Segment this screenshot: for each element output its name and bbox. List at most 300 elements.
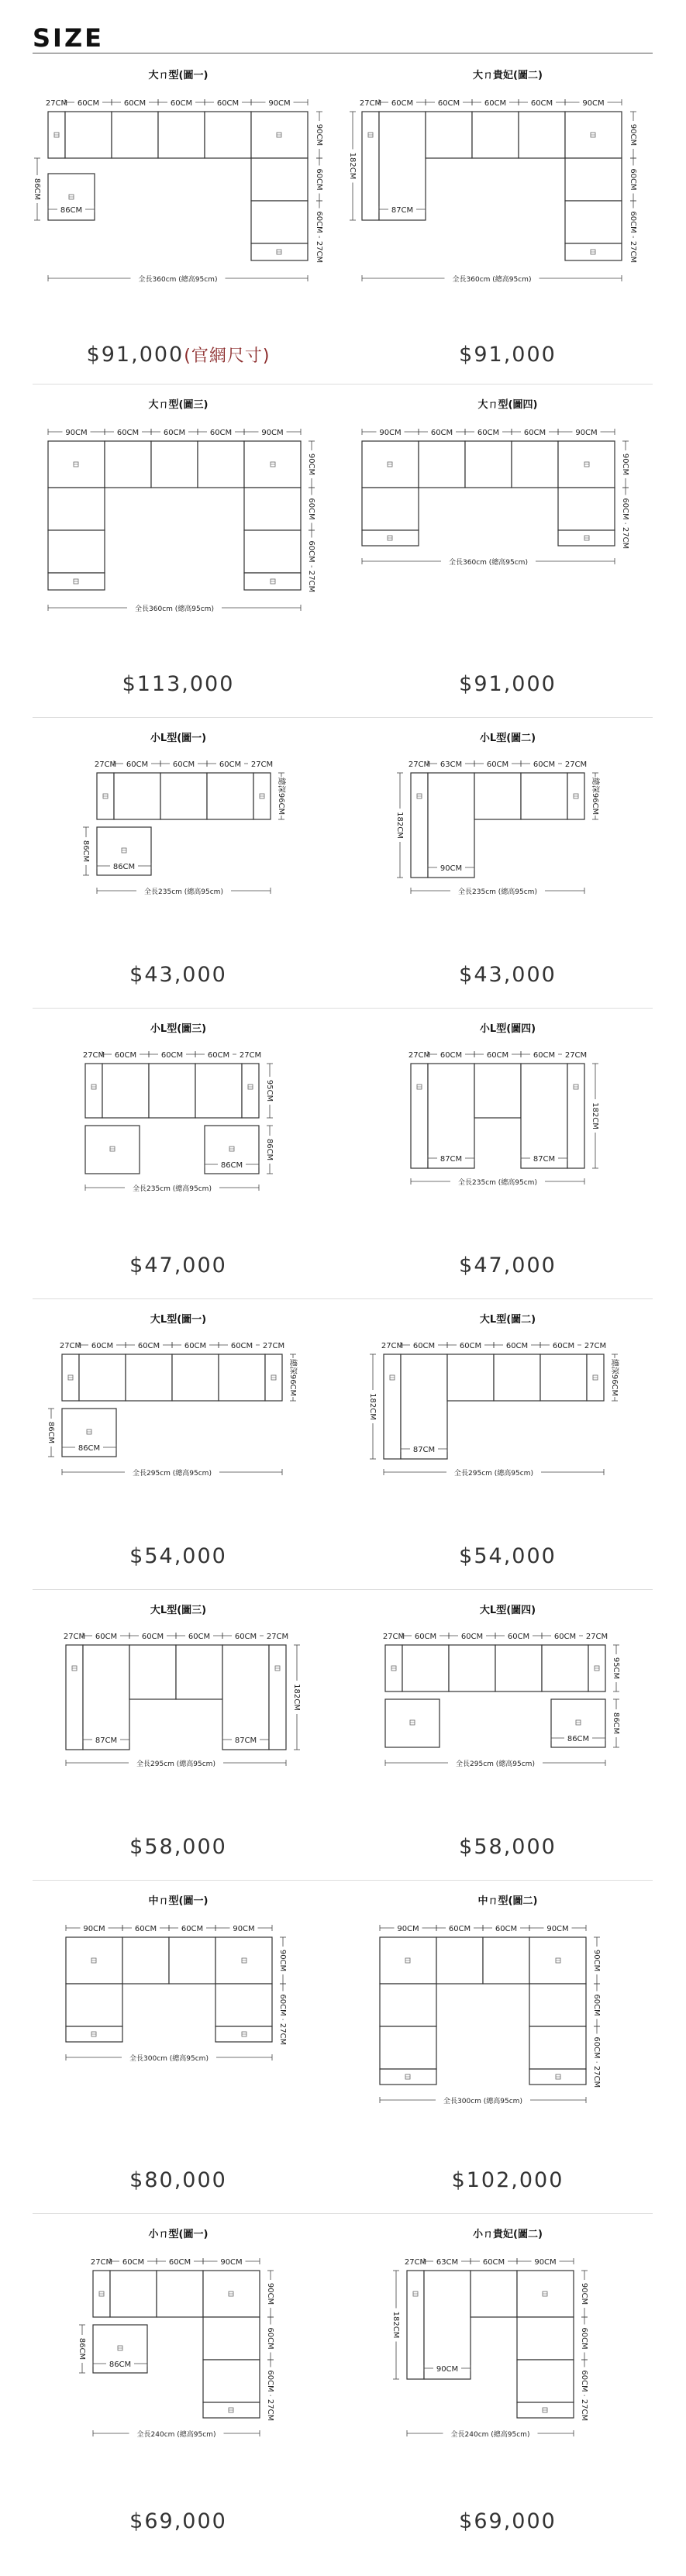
price [16,343,341,367]
page-title: SIZE [33,23,105,53]
dimension-label: 86CM [220,1161,243,1170]
dimension-label: 總深96CM [591,777,599,816]
dimension-horizontal [207,759,253,769]
dimension-label: 27CM [584,1342,607,1350]
section-divider [33,384,653,385]
dimension-horizontal [158,98,205,108]
dimension-horizontal [471,2257,517,2267]
dimension-vertical [580,2396,589,2424]
sofa-module [160,773,207,819]
price [345,672,670,696]
dimension-horizontal [472,98,519,108]
dimension-label: 90CM [621,453,629,476]
dimension-label: 27CM [59,1342,82,1350]
dimension-label: 86CM [60,206,83,215]
dimension-label: 90CM [582,99,605,108]
dimension-label: 60CM [621,498,629,520]
total-length-line [85,1183,259,1193]
dimension-horizontal [110,2257,157,2267]
section-divider [33,1298,653,1299]
chaise-module [379,112,426,220]
dimension-label: 60CM [188,1633,211,1641]
dimension-label: 87CM [95,1736,118,1745]
layout-card-right [345,1888,670,2213]
sofa-module [251,201,308,243]
dimension-label: 總深96CM [277,777,285,816]
dimension-horizontal [428,759,474,769]
total-length-label: 全長240cm (總高95cm) [450,2431,530,2439]
dimension-label: 60CM [448,1925,471,1933]
dimension-label: 60CM [123,99,147,108]
dimension-label: 27CM [564,1051,588,1060]
sofa-layout-diagram [16,1325,341,1538]
total-length-line [48,274,308,284]
dimension-label: 90CM [315,123,323,147]
dimension-label: 90CM [592,1949,601,1972]
total-length-label: 全長240cm (總高95cm) [136,2431,216,2439]
dimension-vertical [277,773,287,819]
chaise-module [222,1645,269,1750]
dimension-horizontal [157,2257,203,2267]
sofa-layout-diagram [16,81,341,336]
sofa-module [207,773,253,819]
dimension-label: 27CM [278,2023,287,2046]
price-value: $69,000 [129,2509,227,2533]
price [345,343,670,367]
dimension-vertical [265,1126,274,1174]
dimension-label: 60CM [412,1342,436,1350]
dimension-vertical [315,201,324,243]
armrest [85,1064,102,1118]
price [345,963,670,987]
sofa-module [380,1984,436,2026]
total-length-line [407,2429,574,2439]
layout-title: 小L型(圖四) [479,1023,536,1035]
dimension-vertical [315,158,324,201]
armrest [362,112,379,220]
dimension-horizontal [402,2257,429,2267]
layout-title: 中ㄇ型(圖一) [148,1895,209,1907]
dimension-label: 63CM [440,760,463,769]
dimension-vertical [266,2271,275,2317]
dimension-label: 60CM [170,99,193,108]
price-value: $91,000 [459,672,557,696]
sofa-layout-diagram [345,410,670,666]
dimension-horizontal [494,1340,540,1350]
dimension-vertical [629,112,638,158]
dimension-label: 27CM [45,99,68,108]
total-length-line [362,557,615,567]
price [16,963,341,987]
dimension-label: 60CM [307,540,315,563]
total-length-label: 全長295cm (總高95cm) [136,1760,215,1768]
sofa-module [495,1645,542,1691]
dimension-horizontal [88,2257,115,2267]
dimension-horizontal [512,427,558,437]
total-length-line [48,603,301,613]
dimension-vertical [307,530,316,573]
dimension-vertical [315,112,324,158]
sofa-layout-diagram [345,1325,670,1538]
price-value: $102,000 [451,2168,564,2192]
sofa-module [419,441,465,488]
dimension-label: 60CM [414,1633,437,1641]
layout-title: 大L型(圖一) [150,1314,207,1326]
dimension-vertical [580,2271,589,2317]
total-length-line [362,274,622,284]
dimension-label: 60CM [172,760,195,769]
sofa-module [426,112,472,158]
sofa-layout-diagram [345,2240,670,2503]
dimension-label: 總深96CM [610,1358,619,1397]
sofa-module [129,1645,176,1699]
dimension-horizontal [169,1923,215,1933]
dimension-vertical [288,1354,298,1401]
dimension-vertical [33,158,42,220]
dimension-horizontal [260,1340,288,1350]
dimension-label: 60CM [163,429,186,437]
price [16,1254,341,1278]
dimension-vertical [315,238,324,266]
sofa-module [402,1645,449,1691]
dimension-vertical [307,488,316,530]
layout-card-right [345,725,670,1008]
layout-card-right [345,1306,670,1589]
dimension-label: 90CM [233,1925,255,1933]
dimension-horizontal [424,2257,471,2267]
dimension-label: 90CM [440,864,463,873]
layout-title: 大L型(圖四) [479,1605,536,1616]
total-length-label: 全長300cm (總高95cm) [129,2055,209,2063]
dimension-horizontal [102,1050,149,1060]
sofa-layout-diagram [16,410,341,666]
dimension-horizontal [79,1340,126,1350]
ottoman [85,1126,140,1174]
layout-card-right [345,1016,670,1298]
dimension-horizontal [43,98,71,108]
armrest [567,1064,584,1168]
dimension-horizontal [521,1050,567,1060]
layout-title: 小L型(圖三) [150,1023,207,1035]
dimension-vertical [592,2063,602,2091]
sofa-module [558,488,615,530]
dimension-label: 27CM [564,760,588,769]
dimension-label: 60CM [580,2370,588,2392]
price [345,1544,670,1568]
dimension-label: 60CM [219,760,242,769]
dimension-label: 86CM [81,840,90,863]
dimension-label: 86CM [265,1138,274,1161]
sofa-module [362,488,419,530]
dimension-horizontal [380,1923,436,1933]
sofa-module [48,488,105,530]
dimension-label: 60CM [209,429,233,437]
sofa-module [542,1645,588,1691]
total-length-label: 全長235cm (總高95cm) [133,1185,212,1193]
dimension-horizontal [419,427,465,437]
sofa-module [251,158,308,201]
dimension-horizontal [126,1340,172,1350]
dimension-label: 60CM [459,1342,482,1350]
dimension-label: 60CM [168,2258,191,2267]
total-length-label: 全長235cm (總高95cm) [144,888,223,896]
dimension-label: 182CM [348,152,357,180]
dimension-label: 86CM [112,863,136,871]
sofa-module [102,1064,149,1118]
price-value: $80,000 [129,2168,227,2192]
layout-title: 大L型(圖二) [479,1314,536,1326]
dimension-label: 86CM [47,1421,55,1444]
total-length-label: 全長295cm (總高95cm) [133,1470,212,1478]
price-value: $113,000 [122,672,235,696]
dimension-vertical [278,1984,288,2026]
total-length-label: 全長235cm (總高95cm) [458,1179,537,1187]
dimension-label: 90CM [546,1925,569,1933]
total-length-line [384,1467,604,1478]
armrest [242,1064,259,1118]
dimension-horizontal [519,98,565,108]
dimension-horizontal [581,1340,609,1350]
layout-card-left [16,1597,341,1880]
dimension-label: 60CM [184,1342,207,1350]
sofa-module [472,112,519,158]
sofa-module [114,773,160,819]
armrest [407,2271,424,2379]
dimension-horizontal [251,98,308,108]
dimension-label: 60CM [486,760,509,769]
dimension-label: 60CM [141,1633,164,1641]
sofa-layout-diagram [16,1616,341,1829]
section-divider [33,1008,653,1009]
armrest [411,773,428,878]
chaise-module [521,1064,567,1168]
dimension-label: 60CM [533,1051,556,1060]
dimension-label: 60CM [126,760,149,769]
dimension-vertical [612,1699,621,1747]
price-note: (官網尺寸) [184,347,271,366]
sofa-module [436,1937,483,1984]
sofa-module [521,773,567,819]
sofa-module [195,1064,242,1118]
dimension-vertical [266,2360,275,2402]
dimension-horizontal [562,759,590,769]
dimension-horizontal [447,1340,494,1350]
total-length-label: 全長300cm (總高95cm) [443,2098,522,2105]
dimension-label: 90CM [436,2365,459,2374]
dimension-label: 60CM [629,211,637,233]
dimension-label: 86CM [109,2360,132,2369]
dimension-horizontal [405,759,433,769]
price [345,1254,670,1278]
sofa-module [203,2360,260,2402]
dimension-vertical [292,1645,302,1750]
total-length-line [385,1758,605,1768]
dimension-label: 27CM [250,760,274,769]
layout-title: 大L型(圖三) [150,1605,207,1616]
price-value: $58,000 [459,1835,557,1859]
sofa-module [158,112,205,158]
dimension-horizontal [114,759,160,769]
sofa-module [79,1354,126,1401]
dimension-horizontal [474,1050,521,1060]
layout-card-left [16,2221,341,2554]
dimension-horizontal [474,759,521,769]
dimension-vertical [610,1354,620,1401]
dimension-vertical [592,2026,602,2069]
dimension-label: 90CM [261,429,284,437]
price [16,2509,341,2533]
dimension-horizontal [215,1923,272,1933]
dimension-label: 27CM [63,1633,86,1641]
dimension-vertical [591,1064,600,1168]
dimension-label: 60CM [592,2036,601,2059]
dimension-label: 60CM [116,429,140,437]
total-length-label: 全長295cm (總高95cm) [454,1470,533,1478]
sofa-module [471,2271,517,2317]
sofa-module [380,2026,436,2069]
dimension-label: 27CM [621,526,629,550]
dimension-label: 86CM [78,1444,101,1453]
dimension-horizontal [583,1631,611,1641]
dimension-label: 60CM [230,1342,253,1350]
price [345,2509,670,2533]
dimension-vertical [307,441,316,488]
dimension-label: 60CM [482,2258,505,2267]
dimension-label: 90CM [307,453,315,476]
dimension-label: 63CM [436,2258,459,2267]
dimension-horizontal [57,1340,84,1350]
sofa-module [219,1354,265,1401]
dimension-horizontal [357,98,384,108]
sofa-module [122,1937,169,1984]
dimension-horizontal [112,98,158,108]
sofa-module [529,1984,586,2026]
price [16,2168,341,2192]
dimension-label: 60CM [134,1925,157,1933]
dimension-label: 90CM [266,2282,274,2305]
dimension-label: 87CM [234,1736,257,1745]
dimension-horizontal [160,759,207,769]
sofa-module [172,1354,219,1401]
dimension-label: 182CM [368,1393,377,1420]
dimension-horizontal [402,1631,449,1641]
dimension-label: 60CM [530,99,553,108]
dimension-label: 27CM [382,1633,405,1641]
price-value: $43,000 [129,963,227,987]
dimension-vertical [580,2360,589,2402]
sofa-module [205,112,251,158]
sofa-layout-diagram [345,1616,670,1829]
dimension-horizontal [203,2257,260,2267]
section-divider [33,1589,653,1590]
dimension-horizontal [219,1340,265,1350]
dimension-label: 60CM [315,168,323,191]
dimension-label: 27CM [359,99,382,108]
dimension-vertical [81,827,91,875]
dimension-label: 27CM [266,1633,289,1641]
dimension-label: 27CM [408,760,431,769]
dimension-horizontal [172,1340,219,1350]
layout-title: 中ㄇ型(圖二) [477,1895,538,1907]
dimension-label: 27CM [629,240,637,264]
dimension-horizontal [236,1050,264,1060]
dimension-label: 27CM [262,1342,285,1350]
total-length-line [62,1467,282,1478]
sofa-module [126,1354,172,1401]
dimension-label: 60CM [552,1342,575,1350]
dimension-horizontal [205,98,251,108]
dimension-label: 27CM [315,240,323,264]
chaise-module [428,773,474,878]
dimension-label: 90CM [379,429,402,437]
sofa-module [110,2271,157,2317]
layout-card-right [345,62,670,388]
sofa-module [447,1354,494,1401]
dimension-label: 27CM [307,570,315,593]
dimension-label: 27CM [592,2065,601,2088]
price-value: $54,000 [459,1544,557,1568]
layout-card-right [345,391,670,717]
dimension-horizontal [248,759,276,769]
dimension-horizontal [80,1050,108,1060]
dimension-vertical [348,112,357,220]
layout-card-left [16,62,341,388]
dimension-label: 87CM [533,1155,556,1164]
sofa-module [157,2271,203,2317]
dimension-label: 95CM [265,1079,274,1102]
dimension-label: 60CM [315,211,323,233]
dimension-label: 90CM [575,429,598,437]
dimension-label: 90CM [278,1949,287,1972]
sofa-module [112,112,158,158]
dimension-horizontal [149,1050,195,1060]
price-value: $69,000 [459,2509,557,2533]
sofa-layout-diagram [345,1034,670,1247]
dimension-label: 182CM [391,2311,400,2339]
dimension-horizontal [105,427,151,437]
sofa-module [517,2317,574,2360]
sofa-module [105,441,151,488]
sofa-module [66,1984,122,2026]
dimension-vertical [621,488,630,530]
price-value: $58,000 [129,1835,227,1859]
dimension-label: 60CM [266,2370,274,2392]
dimension-horizontal [244,427,301,437]
dimension-label: 60CM [216,99,240,108]
dimension-horizontal [517,2257,574,2267]
dimension-horizontal [436,1923,483,1933]
price-value: $91,000 [86,343,184,367]
dimension-horizontal [529,1923,586,1933]
sofa-module [565,201,622,243]
dimension-horizontal [449,1631,495,1641]
layout-card-left [16,725,341,1008]
page-header [33,23,653,54]
dimension-label: 60CM [460,1633,484,1641]
section-divider [33,717,653,718]
dimension-label: 86CM [567,1735,590,1743]
layout-title: 小L型(圖一) [150,733,207,744]
price [16,672,341,696]
dimension-horizontal [151,427,198,437]
dimension-vertical [368,1354,377,1459]
sofa-module [474,773,521,819]
total-length-label: 全長235cm (總高95cm) [458,888,537,896]
dimension-label: 182CM [591,1102,599,1129]
dimension-label: 90CM [629,123,637,147]
dimension-horizontal [426,98,472,108]
dimension-label: 60CM [533,760,556,769]
